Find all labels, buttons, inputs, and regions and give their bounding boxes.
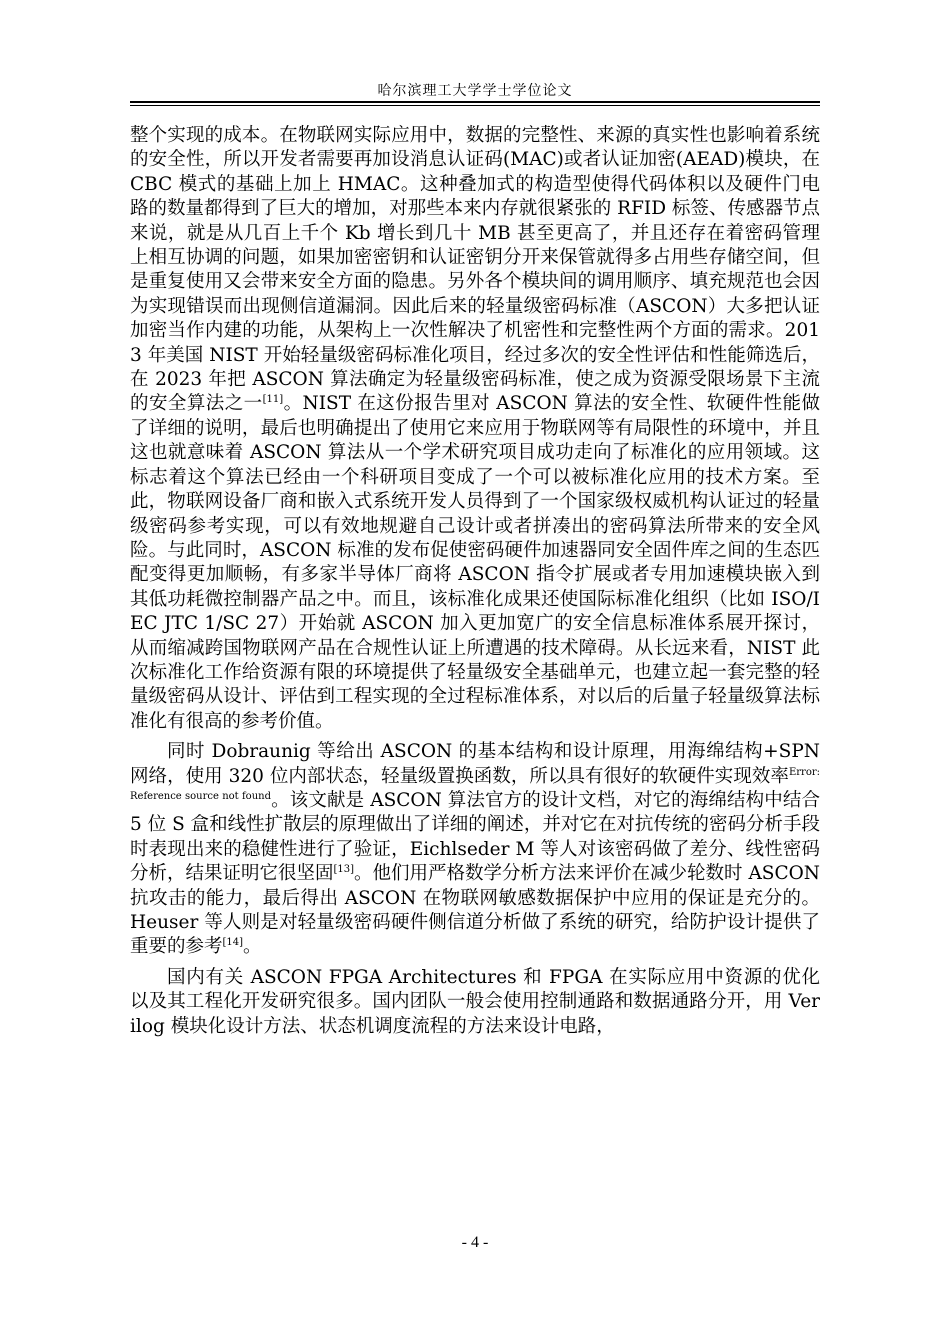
paragraph-1-text-a: 整个实现的成本。在物联网实际应用中，数据的完整性、来源的真实性也影响着系统的安全性，所以开发者需要再加设消息认证码(MAC)或者认证加密(AEAD)模块，在 CBC 模式的基础上加上 HMAC。这种叠加式的构造型使得代码体积以及硬件门电路的数量都得到了巨大的增加，对那些本来内存就很紧张的 RFID 标签、传感器节点来说，就是从几百上千个 Kb 增长到几十 MB 甚至更高了，并且还存在着密码管理上相互协调的问题，如果加密密钥和认证密钥分开来保管就得多占用些存储空间，但是重复使用又会带来安全方面的隐患。另外各个模块间的调用顺序、填充规范也会因为实现错误而出现侧信道漏洞。因此后来的轻量级密码标准（ASCON）大多把认证加密当作内建的功能，从架构上一次性解决了机密性和完整性两个方面的需求。2013 年美国 NIST 开始轻量级密码标准化项目，经过多次的安全性评估和性能筛选后，在 2023 年把 ASCON 算法确定为轻量级密码标准，使之成为资源受限场景下主流的安全算法之一 <box>130 125 820 415</box>
paragraph-1-text-b: 。NIST 在这份报告里对 ASCON 算法的安全性、软硬件性能做了详细的说明，最后也明确提出了使用它来应用于物联网等有局限性的环境中，并且这也就意味着 ASCON 算法从一个学术研究项目成功走向了标准化的应用领域。这标志着这个算法已经由一个科研项目变成了一个可以被标准化应用的技术方案。至此，物联网设备厂商和嵌入式系统开发人员得到了一个国家级权威机构认证过的轻量级密码参考实现，可以有效地规避自己设计或者拼凑出的密码算法所带来的安全风险。与此同时，ASCON 标准的发布促使密码硬件加速器同安全固件库之间的生态匹配变得更加顺畅，有多家半导体厂商将 ASCON 指令扩展或者专用加速模块嵌入到其低功耗微控制器产品之中。而且，该标准化成果还使国际标准化组织（比如 ISO/IEC JTC 1/SC 27）开始就 ASCON 加入更加宽广的安全信息标准体系展开探讨，从而缩减跨国物联网产品在合规性认证上所遭遇的技术障碍。从长远来看，NIST 此次标准化工作给资源有限的环境提供了轻量级安全基础单元，也建立起一套完整的轻量级密码从设计、评估到工程实现的全过程标准体系，对以后的后量子轻量级算法标准化有很高的参考价值。 <box>130 393 820 732</box>
body-text <box>130 124 820 1039</box>
paragraph-2 <box>130 740 820 960</box>
header-rule-thick <box>130 101 820 103</box>
running-header: 哈尔滨理工大学学士学位论文 <box>377 83 573 99</box>
header-rule-thin <box>130 105 820 106</box>
paragraph-1 <box>130 124 820 734</box>
citation-11: [11] <box>262 394 284 406</box>
paragraph-2-text-b: 。该文献是 ASCON 算法官方的设计文档，对它的海绵结构中结合 5 位 S 盒和线性扩散层的原理做出了详细的阐述，并对它在对抗传统的密码分析手段时表现出来的稳健性进行了验证，Eichlseder M 等人对该密码做了差分、线性密码分析，结果证明它很坚固 <box>130 789 820 885</box>
citation-13: [13] <box>333 864 355 876</box>
reference-error: Error: Reference source not found <box>130 766 820 802</box>
paragraph-3: 国内有关 ASCON FPGA Architectures 和 FPGA 在实际应用中资源的优化以及其工程化开发研究很多。国内团队一般会使用控制通路和数据通路分开，用 Verilog 模块化设计方法、状态机调度流程的方法来设计电路， <box>130 966 820 1037</box>
paragraph-2-text-d: 。 <box>243 936 262 958</box>
paragraph-2-text-a: 同时 Dobraunig 等给出 ASCON 的基本结构和设计原理，用海绵结构+SPN 网络，使用 320 位内部状态，轻量级置换函数，所以具有很好的软硬件实现效率 <box>130 741 820 787</box>
citation-14: [14] <box>222 937 244 949</box>
paragraph-2-text-c: 。他们用严格数学分析方法来评价在减少轮数时 ASCON 抗攻击的能力，最后得出 ASCON 在物联网敏感数据保护中应用的保证是充分的。Heuser 等人则是对轻量级密码硬件侧信道分析做了系统的研究，给防护设计提供了重要的参考 <box>130 863 820 958</box>
page-number: - 4 - <box>461 1234 489 1251</box>
